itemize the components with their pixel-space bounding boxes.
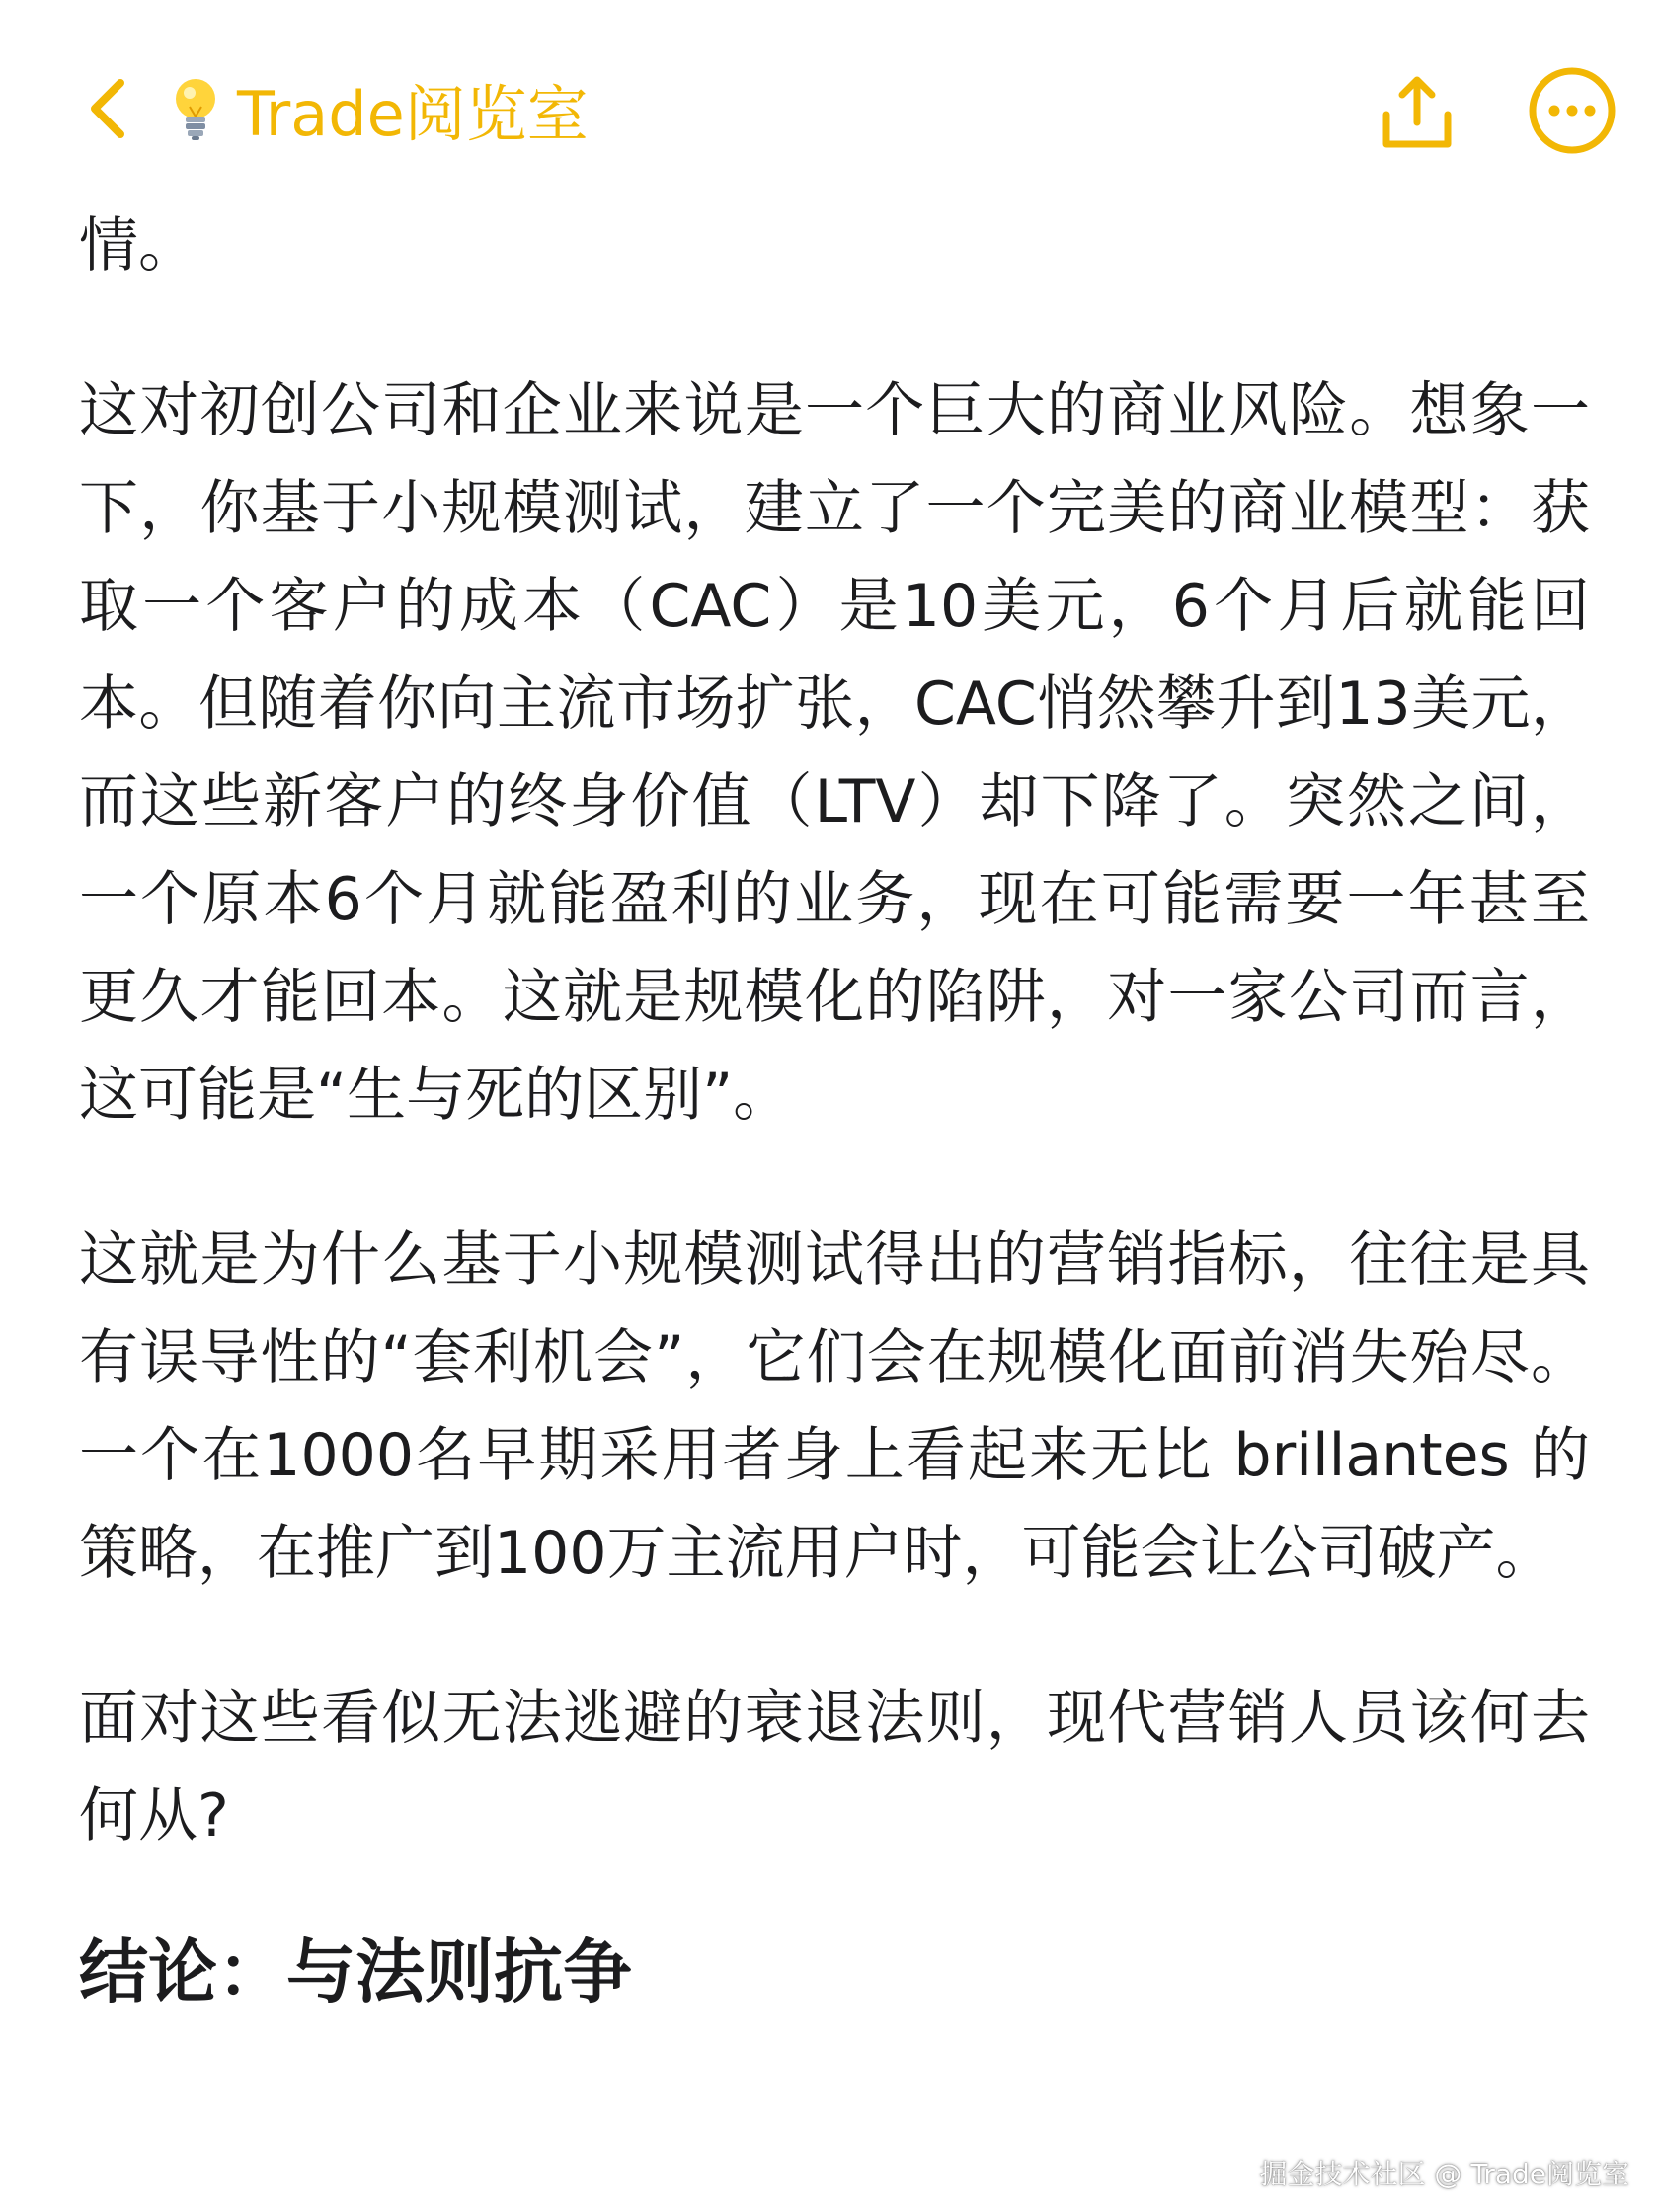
share-button[interactable] <box>1373 67 1462 156</box>
paragraph: 这就是为什么基于小规模测试得出的营销指标，往往是具有误导性的“套利机会”，它们会在规模化面前消失殆尽。一个在1000名早期采用者身上看起来无比 brillantes 的策略，在推广到100万主流用户时，可能会让公司破产。 <box>79 1225 1590 1588</box>
more-ellipsis-icon <box>1527 65 1618 156</box>
paragraph: 情。 <box>79 211 198 280</box>
article-body <box>79 198 1590 2021</box>
paragraph: 面对这些看似无法逃避的衰退法则，现代营销人员该何去何从? <box>79 1684 1590 1851</box>
page-title: Trade阅览室 <box>237 77 589 150</box>
back-button[interactable] <box>79 69 138 148</box>
share-upload-icon <box>1373 67 1462 156</box>
chevron-left-icon <box>79 69 138 148</box>
watermark: 掘金技术社区 @ Trade阅览室 <box>1259 2158 1629 2190</box>
paragraph: 这对初创公司和企业来说是一个巨大的商业风险。想象一下，你基于小规模测试，建立了一个完美的商业模型：获取一个客户的成本（CAC）是10美元，6个月后就能回本。但随着你向主流市场扩张，CAC悄然攀升到13美元，而这些新客户的终身价值（LTV）却下降了。突然之间，一个原本6个月就能盈利的业务，现在可能需要一年甚至更久才能回本。这就是规模化的陷阱，对一家公司而言，这可能是“生与死的区别”。 <box>79 376 1590 1130</box>
more-options-button[interactable] <box>1527 65 1618 156</box>
nav-title-group <box>168 69 589 148</box>
lightbulb-icon <box>168 69 223 148</box>
top-navigation-bar <box>0 0 1659 198</box>
section-heading: 结论：与法则抗争 <box>79 1932 632 2013</box>
